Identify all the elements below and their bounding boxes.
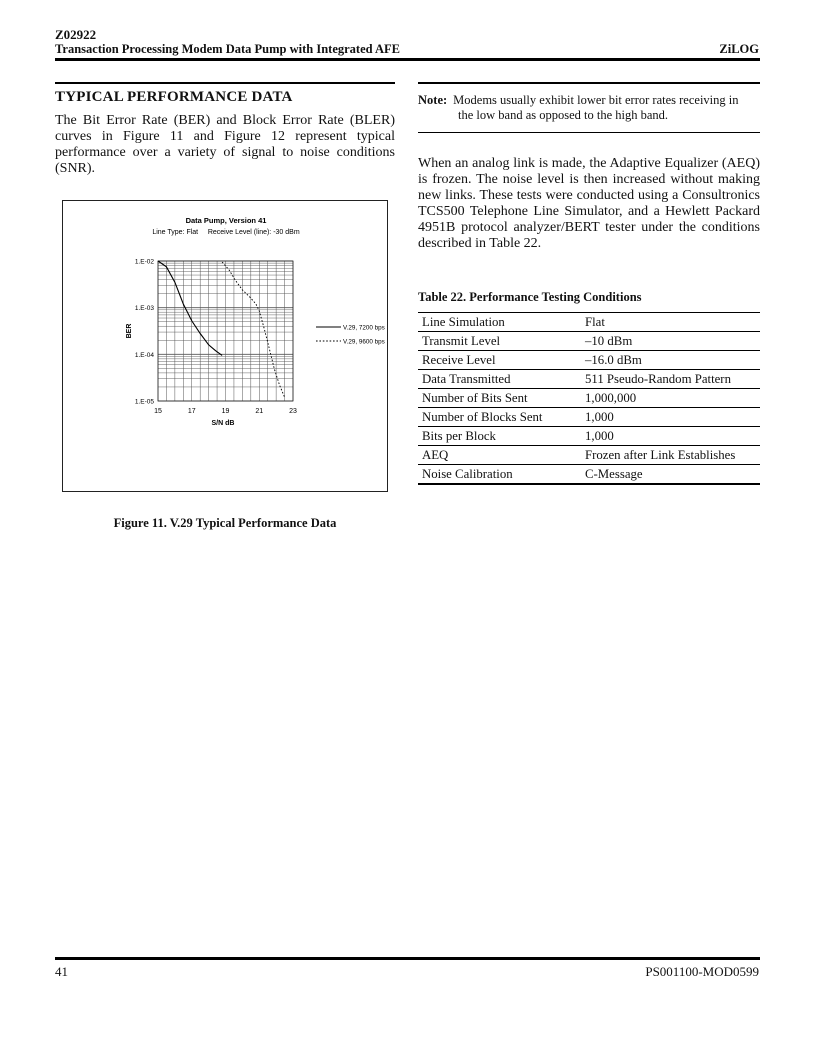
figure-frame xyxy=(62,200,388,492)
x-tick-label: 19 xyxy=(221,408,230,415)
table-cell-value: 1,000 xyxy=(581,427,760,446)
x-axis-label: S/N dB xyxy=(211,420,235,427)
chart-series xyxy=(158,261,285,397)
section-rule xyxy=(55,82,395,84)
section-paragraph: The Bit Error Rate (BER) and Block Error Rate (BLER) curves in Figure 11 and Figure 12 represent typical performance over a variety of signal to noise conditions (SNR). xyxy=(55,113,395,176)
chart-ticks xyxy=(135,259,297,416)
x-tick-label: 17 xyxy=(187,408,196,415)
y-axis-label: BER xyxy=(126,323,133,339)
chart-legend xyxy=(316,325,385,346)
x-tick-label: 23 xyxy=(289,408,297,415)
series-line-9600 xyxy=(222,262,285,397)
table-cell-value: 511 Pseudo-Random Pattern xyxy=(581,370,760,389)
table-cell-key: Data Transmitted xyxy=(418,370,581,389)
table-cell-key: Noise Calibration xyxy=(418,465,581,485)
table-cell-key: AEQ xyxy=(418,446,581,465)
note-label: Note: xyxy=(418,93,448,107)
table-title: Table 22. Performance Testing Conditions xyxy=(418,290,642,304)
y-tick-label: 1.E-02 xyxy=(134,258,154,266)
table-row xyxy=(418,446,760,465)
table-cell-value: C-Message xyxy=(581,465,760,485)
table-row xyxy=(418,427,760,446)
table-cell-key: Number of Blocks Sent xyxy=(418,408,581,427)
table-cell-value: 1,000 xyxy=(581,408,760,427)
page-number: 41 xyxy=(55,964,68,979)
section-heading: TYPICAL PERFORMANCE DATA xyxy=(55,89,293,105)
y-tick-label: 1.E-04 xyxy=(134,351,154,359)
document-id: Z02922 xyxy=(55,27,97,42)
document-title: Transaction Processing Modem Data Pump with Integrated AFE xyxy=(55,42,401,56)
table-cell-key: Receive Level xyxy=(418,351,581,370)
table-row xyxy=(418,351,760,370)
table-cell-key: Number of Bits Sent xyxy=(418,389,581,408)
table-cell-value: Flat xyxy=(581,313,760,332)
x-tick-label: 21 xyxy=(255,408,264,415)
note-rule-bottom xyxy=(418,132,760,133)
table-row xyxy=(418,332,760,351)
table-cell-value: –10 dBm xyxy=(581,332,760,351)
table-cell-key: Bits per Block xyxy=(418,427,581,446)
table-row xyxy=(418,408,760,427)
chart-subtitle: Line Type: Flat Receive Level (line): -30 dBm xyxy=(152,229,300,236)
conditions-table xyxy=(418,312,760,485)
ber-chart xyxy=(63,201,387,491)
legend-label: V.29, 9600 bps xyxy=(343,338,385,346)
y-tick-label: 1.E-05 xyxy=(134,398,154,406)
table-row xyxy=(418,313,760,332)
header-rule xyxy=(55,58,760,61)
chart-title: Data Pump, Version 41 xyxy=(185,216,267,225)
table-cell-key: Line Simulation xyxy=(418,313,581,332)
note-line-2: the low band as opposed to the high band. xyxy=(458,108,669,122)
table-row xyxy=(418,370,760,389)
test-description-paragraph: When an analog link is made, the Adaptive Equalizer (AEQ) is frozen. The noise level is then increased without making new links. These tests were conducted using a Consultronics TCS500 Telephone Line Simulator, and a Hewlett Packard 4951B protocol analyzer/BERT tester under the conditions described in Table 22. xyxy=(418,156,760,251)
note-line-1: Modems usually exhibit lower bit error rates receiving in xyxy=(453,93,739,107)
table-cell-value: 1,000,000 xyxy=(581,389,760,408)
footer-rule xyxy=(55,957,760,960)
table-row xyxy=(418,465,760,485)
figure-caption: Figure 11. V.29 Typical Performance Data xyxy=(113,516,337,530)
document-code: PS001100-MOD0599 xyxy=(645,964,759,979)
brand-name: ZiLOG xyxy=(719,42,759,56)
y-tick-label: 1.E-03 xyxy=(134,305,154,313)
table-cell-value: Frozen after Link Establishes xyxy=(581,446,760,465)
x-tick-label: 15 xyxy=(154,408,162,415)
note-rule-top xyxy=(418,82,760,84)
legend-label: V.29, 7200 bps xyxy=(343,324,385,332)
table-cell-value: –16.0 dBm xyxy=(581,351,760,370)
table-row xyxy=(418,389,760,408)
chart-grid xyxy=(158,261,293,401)
table-cell-key: Transmit Level xyxy=(418,332,581,351)
note-box xyxy=(418,93,760,123)
